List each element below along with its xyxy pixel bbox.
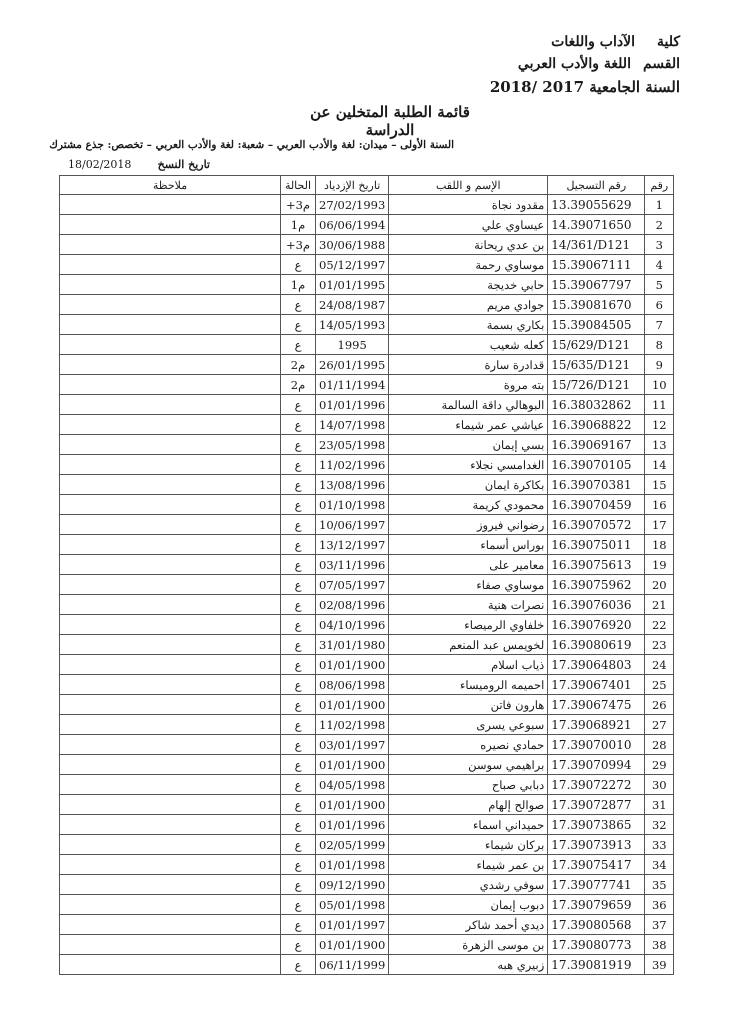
registration-number: 16.39076920 (548, 615, 645, 635)
table-row (60, 695, 674, 715)
birth-date: 13/12/1997 (316, 535, 389, 555)
student-name: رضواني فيروز (389, 515, 548, 535)
col-header-registration: رقم التسجيل (548, 176, 645, 195)
student-name: مقدود نجاة (389, 195, 548, 215)
table-row (60, 235, 674, 255)
student-name: عيساوي علي (389, 215, 548, 235)
registration-number: 15.39084505 (548, 315, 645, 335)
status: ع (281, 255, 316, 275)
status: ع (281, 455, 316, 475)
status: ع (281, 695, 316, 715)
birth-date: 01/01/1996 (316, 815, 389, 835)
note (60, 215, 281, 235)
student-name: احميمه الروميساء (389, 675, 548, 695)
birth-date: 1995 (316, 335, 389, 355)
registration-number: 15/635/D121 (548, 355, 645, 375)
registration-number: 17.39067475 (548, 695, 645, 715)
birth-date: 01/01/1998 (316, 855, 389, 875)
row-number: 10 (645, 375, 674, 395)
department-line (500, 56, 680, 72)
birth-date: 01/01/1995 (316, 275, 389, 295)
col-header-name: الإسم و اللقب (389, 176, 548, 195)
student-name: بسي إيمان (389, 435, 548, 455)
student-name: براهيمي سوسن (389, 755, 548, 775)
note (60, 535, 281, 555)
row-number: 15 (645, 475, 674, 495)
birth-date: 01/01/1900 (316, 795, 389, 815)
note (60, 855, 281, 875)
table-row (60, 575, 674, 595)
status: ع (281, 955, 316, 975)
student-name: ديدي أحمد شاكر (389, 915, 548, 935)
row-number: 35 (645, 875, 674, 895)
status: ع (281, 755, 316, 775)
table-row (60, 395, 674, 415)
birth-date: 03/01/1997 (316, 735, 389, 755)
student-name: هارون فاتن (389, 695, 548, 715)
birth-date: 26/01/1995 (316, 355, 389, 375)
table-row (60, 295, 674, 315)
note (60, 755, 281, 775)
faculty-value: الآداب واللغات (551, 34, 635, 50)
table-row (60, 375, 674, 395)
row-number: 30 (645, 775, 674, 795)
student-name: بن موسى الزهرة (389, 935, 548, 955)
academic-year: السنة الجامعية 2017 /2018 (489, 78, 680, 96)
birth-date: 24/08/1987 (316, 295, 389, 315)
row-number: 3 (645, 235, 674, 255)
registration-number: 17.39073865 (548, 815, 645, 835)
table-row (60, 955, 674, 975)
birth-date: 02/08/1996 (316, 595, 389, 615)
table-row (60, 275, 674, 295)
row-number: 26 (645, 695, 674, 715)
row-number: 11 (645, 395, 674, 415)
col-header-status: الحالة (281, 176, 316, 195)
student-name: ذياب اسلام (389, 655, 548, 675)
status: ع (281, 675, 316, 695)
status: ع (281, 835, 316, 855)
registration-number: 17.39073913 (548, 835, 645, 855)
note (60, 395, 281, 415)
note (60, 335, 281, 355)
registration-number: 16.39076036 (548, 595, 645, 615)
note (60, 475, 281, 495)
registration-number: 16.39080619 (548, 635, 645, 655)
note (60, 415, 281, 435)
table-row (60, 515, 674, 535)
table-row (60, 415, 674, 435)
note (60, 355, 281, 375)
row-number: 2 (645, 215, 674, 235)
registration-number: 15.39067111 (548, 255, 645, 275)
table-row (60, 195, 674, 215)
status: ع (281, 575, 316, 595)
table-row (60, 495, 674, 515)
status: ع (281, 935, 316, 955)
student-name: جوادي مريم (389, 295, 548, 315)
student-name: معامير على (389, 555, 548, 575)
status: ع (281, 395, 316, 415)
department-value: اللغة والأدب العربي (517, 56, 631, 72)
row-number: 20 (645, 575, 674, 595)
registration-number: 17.39080568 (548, 915, 645, 935)
note (60, 375, 281, 395)
table-row (60, 855, 674, 875)
birth-date: 11/02/1998 (316, 715, 389, 735)
student-name: نصرات هنية (389, 595, 548, 615)
row-number: 17 (645, 515, 674, 535)
status: ع (281, 515, 316, 535)
registration-number: 16.39075962 (548, 575, 645, 595)
table-row (60, 355, 674, 375)
student-name: كعله شعيب (389, 335, 548, 355)
birth-date: 04/05/1998 (316, 775, 389, 795)
student-name: سبوعي يسرى (389, 715, 548, 735)
birth-date: 13/08/1996 (316, 475, 389, 495)
table-row (60, 435, 674, 455)
row-number: 9 (645, 355, 674, 375)
table-row (60, 675, 674, 695)
note (60, 875, 281, 895)
table-row (60, 895, 674, 915)
registration-number: 17.39079659 (548, 895, 645, 915)
note (60, 235, 281, 255)
table-row (60, 335, 674, 355)
status: ع (281, 335, 316, 355)
note (60, 895, 281, 915)
table-row (60, 835, 674, 855)
registration-number: 16.39069167 (548, 435, 645, 455)
note (60, 455, 281, 475)
birth-date: 04/10/1996 (316, 615, 389, 635)
note (60, 955, 281, 975)
birth-date: 01/10/1998 (316, 495, 389, 515)
status: م2 (281, 375, 316, 395)
col-header-birthdate: تاريخ الإزدياد (316, 176, 389, 195)
status: ع (281, 595, 316, 615)
table-row (60, 875, 674, 895)
note (60, 595, 281, 615)
row-number: 28 (645, 735, 674, 755)
registration-number: 17.39068921 (548, 715, 645, 735)
status: م1 (281, 215, 316, 235)
table-row (60, 735, 674, 755)
student-name: خلفاوي الرميصاء (389, 615, 548, 635)
status: ع (281, 655, 316, 675)
status: ع (281, 435, 316, 455)
row-number: 6 (645, 295, 674, 315)
registration-number: 15/629/D121 (548, 335, 645, 355)
student-name: محمودي كريمة (389, 495, 548, 515)
registration-number: 17.39070994 (548, 755, 645, 775)
birth-date: 08/06/1998 (316, 675, 389, 695)
table-row (60, 215, 674, 235)
status: ع (281, 415, 316, 435)
registration-number: 17.39064803 (548, 655, 645, 675)
registration-number: 16.38032862 (548, 395, 645, 415)
table-row (60, 475, 674, 495)
registration-number: 13.39055629 (548, 195, 645, 215)
registration-number: 14.39071650 (548, 215, 645, 235)
note (60, 935, 281, 955)
birth-date: 11/02/1996 (316, 455, 389, 475)
student-name: بن عدي ريحانة (389, 235, 548, 255)
student-name: بوراس أسماء (389, 535, 548, 555)
row-number: 27 (645, 715, 674, 735)
status: م3+ (281, 195, 316, 215)
student-name: حمادي نصيره (389, 735, 548, 755)
birth-date: 06/11/1999 (316, 955, 389, 975)
birth-date: 23/05/1998 (316, 435, 389, 455)
note (60, 195, 281, 215)
birth-date: 09/12/1990 (316, 875, 389, 895)
birth-date: 30/06/1988 (316, 235, 389, 255)
birth-date: 10/06/1997 (316, 515, 389, 535)
table-row (60, 555, 674, 575)
note (60, 815, 281, 835)
status: ع (281, 295, 316, 315)
status: م1 (281, 275, 316, 295)
birth-date: 01/01/1900 (316, 935, 389, 955)
row-number: 24 (645, 655, 674, 675)
birth-date: 01/01/1996 (316, 395, 389, 415)
status: م3+ (281, 235, 316, 255)
birth-date: 01/01/1900 (316, 655, 389, 675)
student-name: قدادرة سارة (389, 355, 548, 375)
status: ع (281, 535, 316, 555)
status: ع (281, 615, 316, 635)
student-name: دبابي صباح (389, 775, 548, 795)
birth-date: 31/01/1980 (316, 635, 389, 655)
registration-number: 17.39070010 (548, 735, 645, 755)
print-date-value: 18/02/2018 (68, 158, 132, 171)
row-number: 12 (645, 415, 674, 435)
faculty-line (551, 34, 680, 50)
registration-number: 16.39070105 (548, 455, 645, 475)
birth-date: 02/05/1999 (316, 835, 389, 855)
student-name: البوهالي داقة السالمة (389, 395, 548, 415)
status: ع (281, 735, 316, 755)
status: م2 (281, 355, 316, 375)
col-header-note: ملاحظة (60, 176, 281, 195)
registration-number: 15.39067797 (548, 275, 645, 295)
row-number: 13 (645, 435, 674, 455)
student-name: سوفي رشدي (389, 875, 548, 895)
note (60, 715, 281, 735)
note (60, 735, 281, 755)
row-number: 5 (645, 275, 674, 295)
status: ع (281, 915, 316, 935)
row-number: 23 (645, 635, 674, 655)
table-row (60, 915, 674, 935)
student-name: بركان شيماء (389, 835, 548, 855)
row-number: 29 (645, 755, 674, 775)
row-number: 14 (645, 455, 674, 475)
note (60, 835, 281, 855)
table-row (60, 595, 674, 615)
student-name: دبوب إيمان (389, 895, 548, 915)
registration-number: 16.39070572 (548, 515, 645, 535)
student-name: بكاكرة ايمان (389, 475, 548, 495)
status: ع (281, 775, 316, 795)
note (60, 255, 281, 275)
student-name: موساوي رحمة (389, 255, 548, 275)
table-row (60, 795, 674, 815)
status: ع (281, 855, 316, 875)
birth-date: 27/02/1993 (316, 195, 389, 215)
filter-line: السنة الأولى – ميدان: لغة والأدب العربي – شعبة: لغة والأدب العربي – تخصص: جذع مشترك (49, 139, 454, 151)
status: ع (281, 495, 316, 515)
table-row (60, 315, 674, 335)
table-row (60, 615, 674, 635)
status: ع (281, 635, 316, 655)
table-row (60, 775, 674, 795)
row-number: 36 (645, 895, 674, 915)
birth-date: 05/01/1998 (316, 895, 389, 915)
note (60, 775, 281, 795)
row-number: 4 (645, 255, 674, 275)
print-date-label: تاريخ النسخ (157, 158, 210, 171)
note (60, 275, 281, 295)
status: ع (281, 555, 316, 575)
row-number: 39 (645, 955, 674, 975)
student-name: عياشي عمر شيماء (389, 415, 548, 435)
registration-number: 16.39070459 (548, 495, 645, 515)
students-table (59, 175, 674, 975)
note (60, 435, 281, 455)
student-name: صوالح إلهام (389, 795, 548, 815)
birth-date: 01/01/1997 (316, 915, 389, 935)
note (60, 615, 281, 635)
table-row (60, 715, 674, 735)
status: ع (281, 475, 316, 495)
registration-number: 17.39072272 (548, 775, 645, 795)
department-label: القسم (642, 56, 680, 72)
note (60, 915, 281, 935)
note (60, 635, 281, 655)
birth-date: 01/01/1900 (316, 755, 389, 775)
row-number: 38 (645, 935, 674, 955)
note (60, 495, 281, 515)
row-number: 34 (645, 855, 674, 875)
registration-number: 17.39081919 (548, 955, 645, 975)
note (60, 315, 281, 335)
row-number: 32 (645, 815, 674, 835)
birth-date: 07/05/1997 (316, 575, 389, 595)
note (60, 515, 281, 535)
registration-number: 14/361/D121 (548, 235, 645, 255)
birth-date: 03/11/1996 (316, 555, 389, 575)
student-name: بته مروة (389, 375, 548, 395)
note (60, 675, 281, 695)
student-name: موساوي صفاء (389, 575, 548, 595)
page-title: قائمة الطلبة المتخلين عن الدراسة (310, 103, 470, 139)
note (60, 695, 281, 715)
registration-number: 16.39070381 (548, 475, 645, 495)
registration-number: 17.39072877 (548, 795, 645, 815)
table-row (60, 755, 674, 775)
student-name: حابي خديجة (389, 275, 548, 295)
table-row (60, 815, 674, 835)
birth-date: 06/06/1994 (316, 215, 389, 235)
registration-number: 17.39067401 (548, 675, 645, 695)
student-name: الغدامسي نجلاء (389, 455, 548, 475)
row-number: 37 (645, 915, 674, 935)
student-name: لخويمس عبد المنعم (389, 635, 548, 655)
registration-number: 16.39068822 (548, 415, 645, 435)
row-number: 16 (645, 495, 674, 515)
registration-number: 17.39080773 (548, 935, 645, 955)
student-name: زبيري هبه (389, 955, 548, 975)
note (60, 655, 281, 675)
registration-number: 17.39075417 (548, 855, 645, 875)
row-number: 8 (645, 335, 674, 355)
student-name: بن عمر شيماء (389, 855, 548, 875)
row-number: 25 (645, 675, 674, 695)
birth-date: 05/12/1997 (316, 255, 389, 275)
registration-number: 16.39075613 (548, 555, 645, 575)
status: ع (281, 315, 316, 335)
note (60, 795, 281, 815)
row-number: 1 (645, 195, 674, 215)
status: ع (281, 795, 316, 815)
registration-number: 15.39081670 (548, 295, 645, 315)
birth-date: 01/01/1900 (316, 695, 389, 715)
status: ع (281, 815, 316, 835)
student-name: حميداني اسماء (389, 815, 548, 835)
row-number: 19 (645, 555, 674, 575)
registration-number: 15/726/D121 (548, 375, 645, 395)
note (60, 575, 281, 595)
row-number: 33 (645, 835, 674, 855)
row-number: 18 (645, 535, 674, 555)
col-header-number: رقم (645, 176, 674, 195)
table-row (60, 535, 674, 555)
birth-date: 01/11/1994 (316, 375, 389, 395)
status: ع (281, 715, 316, 735)
student-name: بكاري بسمة (389, 315, 548, 335)
birth-date: 14/05/1993 (316, 315, 389, 335)
status: ع (281, 895, 316, 915)
note (60, 555, 281, 575)
birth-date: 14/07/1998 (316, 415, 389, 435)
row-number: 22 (645, 615, 674, 635)
table-header-row (60, 176, 674, 195)
row-number: 31 (645, 795, 674, 815)
faculty-label: كلية (656, 34, 680, 50)
note (60, 295, 281, 315)
table-row (60, 655, 674, 675)
table-row (60, 935, 674, 955)
table-row (60, 455, 674, 475)
row-number: 7 (645, 315, 674, 335)
table-row (60, 635, 674, 655)
registration-number: 17.39077741 (548, 875, 645, 895)
registration-number: 16.39075011 (548, 535, 645, 555)
status: ع (281, 875, 316, 895)
table-row (60, 255, 674, 275)
row-number: 21 (645, 595, 674, 615)
